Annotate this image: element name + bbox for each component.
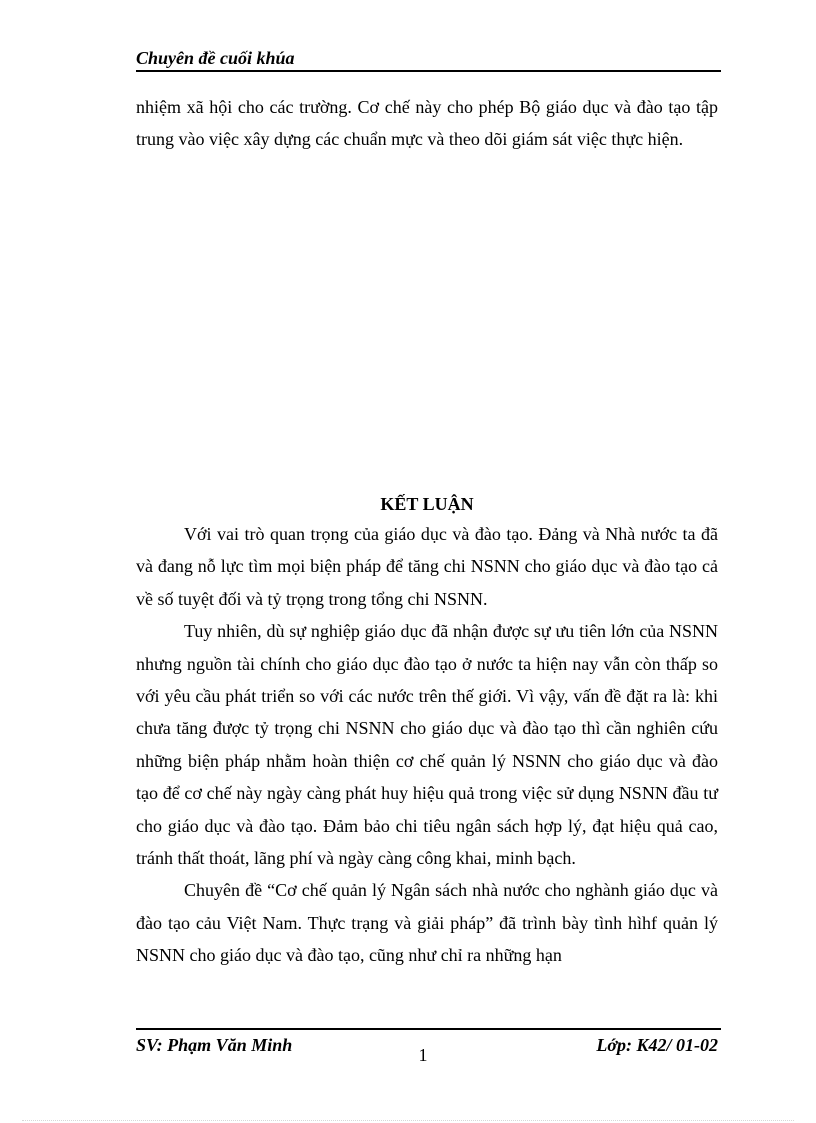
header-rule <box>136 70 721 72</box>
page-number: 1 <box>418 1045 428 1065</box>
footer-student: SV: Phạm Văn Minh <box>136 1035 293 1055</box>
page-edge <box>22 1120 794 1121</box>
paragraph-1: Với vai trò quan trọng của giáo dục và đào tạo. Đảng và Nhà nước ta đã và đang nỗ lực tìm mọi biện pháp để tăng chi NSNN cho giáo dục và đào tạo cả về số tuyệt đối và tỷ trọng trong tổng chi NSNN. <box>136 524 718 609</box>
footer-rule <box>136 1028 721 1030</box>
section-title: KẾT LUẬN <box>380 494 474 514</box>
conclusion-body <box>136 518 718 972</box>
footer-class: Lớp: K42/ 01-02 <box>596 1035 718 1055</box>
paragraph-2: Tuy nhiên, dù sự nghiệp giáo dục đã nhận được sự ưu tiên lớn của NSNN nhưng nguồn tài chính cho giáo dục đào tạo ở nước ta hiện nay vẫn còn thấp so với yêu cầu phát triển so với các nước trên thế giới. Vì vậy, vấn đề đặt ra là: khi chưa tăng được tỷ trọng chi NSNN cho giáo dục và đào tạo thì cần nghiên cứu những biện pháp nhằm hoàn thiện cơ chế quản lý NSNN cho giáo dục và đào tạo để cơ chế này ngày càng phát huy hiệu quả trong việc sử dụng NSNN đầu tư cho giáo dục và đào tạo. Đảm bảo chi tiêu ngân sách hợp lý, đạt hiệu quả cao, tránh thất thoát, lãng phí và ngày càng công khai, minh bạch. <box>136 621 718 869</box>
running-header: Chuyên đề cuối khúa <box>136 48 295 68</box>
continued-paragraph: nhiệm xã hội cho các trường. Cơ chế này cho phép Bộ giáo dục và đào tạo tập trung vào việc xây dựng các chuẩn mực và theo dõi giám sát việc thực hiện. <box>136 97 718 150</box>
continued-text <box>136 91 718 156</box>
paragraph-3: Chuyên đề “Cơ chế quản lý Ngân sách nhà nước cho nghành giáo dục và đào tạo cảu Việt Nam. Thực trạng và giải pháp” đã trình bày tình hìhf quản lý NSNN cho giáo dục và đào tạo, cũng như chỉ ra những hạn <box>136 880 718 966</box>
